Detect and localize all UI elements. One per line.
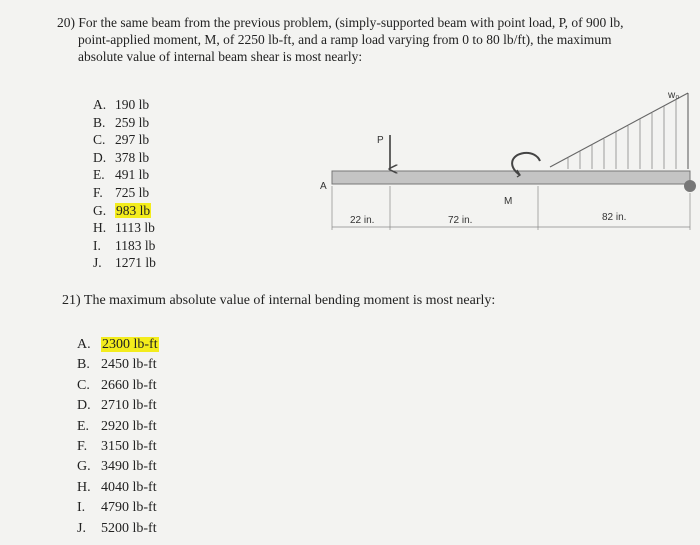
option-text: 5200 lb-ft <box>101 520 157 536</box>
option-letter: D. <box>93 149 107 165</box>
option-text: 4040 lb-ft <box>101 479 157 495</box>
option-letter: F. <box>77 438 88 454</box>
option-text: 297 lb <box>115 132 150 148</box>
option-letter: E. <box>93 167 105 183</box>
dim-22-in: 22 in. <box>350 215 375 226</box>
option-letter: H. <box>93 220 107 236</box>
label-m: M <box>504 196 513 207</box>
q20-option-g[interactable] <box>93 202 156 220</box>
q20-option-h[interactable] <box>93 219 156 237</box>
beam <box>332 171 690 184</box>
option-letter: A. <box>93 97 107 112</box>
q21-option-i[interactable] <box>77 498 159 518</box>
beam-diagram <box>310 85 698 245</box>
q20-option-d[interactable] <box>93 149 156 167</box>
option-letter: G. <box>77 459 91 475</box>
option-text: 3490 lb-ft <box>101 459 157 475</box>
question-21: 21) The maximum absolute value of internal bending moment is most nearly: <box>62 293 496 308</box>
q21-option-a[interactable] <box>77 335 159 355</box>
option-text: 2710 lb-ft <box>101 398 157 414</box>
option-text: 1113 lb <box>115 220 155 236</box>
q20-option-f[interactable] <box>93 184 156 202</box>
option-letter: J. <box>77 520 86 536</box>
dim-82-in: 82 in. <box>602 212 627 223</box>
option-text: 259 lb <box>115 114 150 130</box>
option-letter: I. <box>77 500 86 516</box>
option-text: 2660 lb-ft <box>101 377 157 393</box>
option-text: 1183 lb <box>115 237 156 253</box>
option-text: 725 lb <box>115 184 150 200</box>
q20-option-b[interactable] <box>93 114 156 132</box>
q21-option-h[interactable] <box>77 478 159 498</box>
question-20-options <box>93 96 156 272</box>
w0-label: w₀ <box>668 90 680 101</box>
q20-option-j[interactable] <box>93 254 156 272</box>
option-letter: E. <box>77 418 90 434</box>
option-letter: A. <box>77 337 91 352</box>
option-letter: G. <box>93 202 107 218</box>
dimension-lines <box>332 186 690 230</box>
dim-72-in: 72 in. <box>448 215 473 226</box>
option-letter: H. <box>77 479 91 495</box>
label-p: P <box>377 135 384 146</box>
question-20-line-2: point-applied moment, M, of 2250 lb-ft, and a ramp load varying from 0 to 80 lb/ft), the maximum <box>78 32 612 47</box>
question-20 <box>57 14 677 65</box>
q20-option-c[interactable] <box>93 131 156 149</box>
q21-option-g[interactable] <box>77 457 159 477</box>
q20-option-a[interactable] <box>93 96 156 114</box>
label-a: A <box>320 181 327 192</box>
ramp-load-line <box>550 93 688 167</box>
q21-option-j[interactable] <box>77 519 159 539</box>
option-text: 2920 lb-ft <box>101 418 157 434</box>
option-text: 2450 lb-ft <box>101 357 157 373</box>
q20-option-e[interactable] <box>93 166 156 184</box>
point-load-p <box>377 135 390 169</box>
option-text: 4790 lb-ft <box>101 500 157 516</box>
q21-option-f[interactable] <box>77 437 159 457</box>
option-text-highlighted: 2300 lb-ft <box>102 337 158 352</box>
option-letter: I. <box>93 237 101 253</box>
option-text: 378 lb <box>115 149 150 165</box>
option-letter: B. <box>77 357 90 373</box>
q20-option-i[interactable] <box>93 237 156 255</box>
question-20-number: 20) <box>57 15 75 30</box>
ramp-load <box>550 90 688 169</box>
roller-support <box>684 180 696 192</box>
option-letter: C. <box>77 377 90 393</box>
option-letter: D. <box>77 398 91 414</box>
option-text: 3150 lb-ft <box>101 438 157 454</box>
option-letter: B. <box>93 114 106 130</box>
question-21-options <box>77 335 159 539</box>
q21-option-d[interactable] <box>77 396 159 416</box>
question-20-line-3: absolute value of internal beam shear is most nearly: <box>78 49 363 64</box>
option-text: 491 lb <box>115 167 150 183</box>
question-20-line-1: For the same beam from the previous problem, (simply-supported beam with point load, P, of 900 lb, <box>78 15 624 30</box>
option-text: 1271 lb <box>115 255 156 271</box>
q21-option-b[interactable] <box>77 355 159 375</box>
q21-option-e[interactable] <box>77 417 159 437</box>
option-letter: F. <box>93 184 103 200</box>
option-text-highlighted: 983 lb <box>116 202 151 218</box>
option-letter: C. <box>93 132 106 148</box>
option-letter: J. <box>93 255 102 271</box>
q21-option-c[interactable] <box>77 376 159 396</box>
option-text: 190 lb <box>115 97 150 112</box>
